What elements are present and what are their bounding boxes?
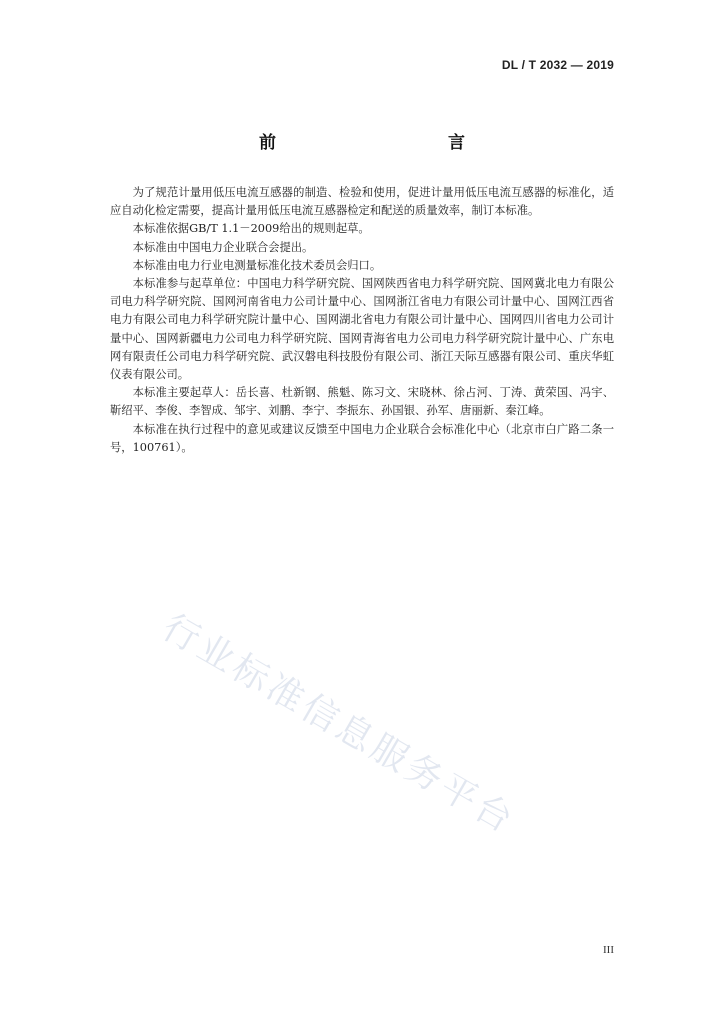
page-title: 前 言: [259, 133, 511, 153]
page-number: III: [603, 944, 614, 956]
standard-code: DL / T 2032 — 2019: [501, 58, 614, 72]
foreword-body: [110, 184, 614, 457]
paragraph-purpose: 为了规范计量用低压电流互感器的制造、检验和使用，促进计量用低压电流互感器的标准化，适应自动化检定需要，提高计量用低压电流互感器检定和配送的质量效率，制订本标准。: [110, 186, 614, 218]
paragraph-feedback: 本标准在执行过程中的意见或建议反馈至中国电力企业联合会标准化中心（北京市白广路二条一号，100761）。: [110, 422, 614, 454]
watermark: 行业标准信息服务平台: [155, 606, 523, 843]
paragraph-committee: 本标准由电力行业电测量标准化技术委员会归口。: [132, 258, 382, 272]
paragraph-drafting-rules: 本标准依据GB/T 1.1－2009给出的规则起草。: [132, 222, 370, 236]
paragraph-proposer: 本标准由中国电力企业联合会提出。: [132, 240, 314, 254]
paragraph-drafters: 本标准主要起草人：岳长喜、杜新钢、熊魁、陈习文、宋晓林、徐占河、丁涛、黄荣国、冯宇、靳绍平、李俊、李智成、邹宇、刘鹏、李宁、李振东、孙国银、孙军、唐丽新、秦江峰。: [110, 386, 614, 418]
paragraph-drafting-units: 本标准参与起草单位：中国电力科学研究院、国网陕西省电力科学研究院、国网冀北电力有限公司电力科学研究院、国网河南省电力公司计量中心、国网浙江省电力有限公司计量中心、国网江西省电力有限公司电力科学研究院计量中心、国网湖北省电力有限公司计量中心、国网四川省电力公司计量中心、国网新疆电力公司电力科学研究院、国网青海省电力公司电力科学研究院计量中心、广东电网有限责任公司电力科学研究院、武汉磐电科技股份有限公司、浙江天际互感器有限公司、重庆华虹仪表有限公司。: [110, 277, 614, 382]
